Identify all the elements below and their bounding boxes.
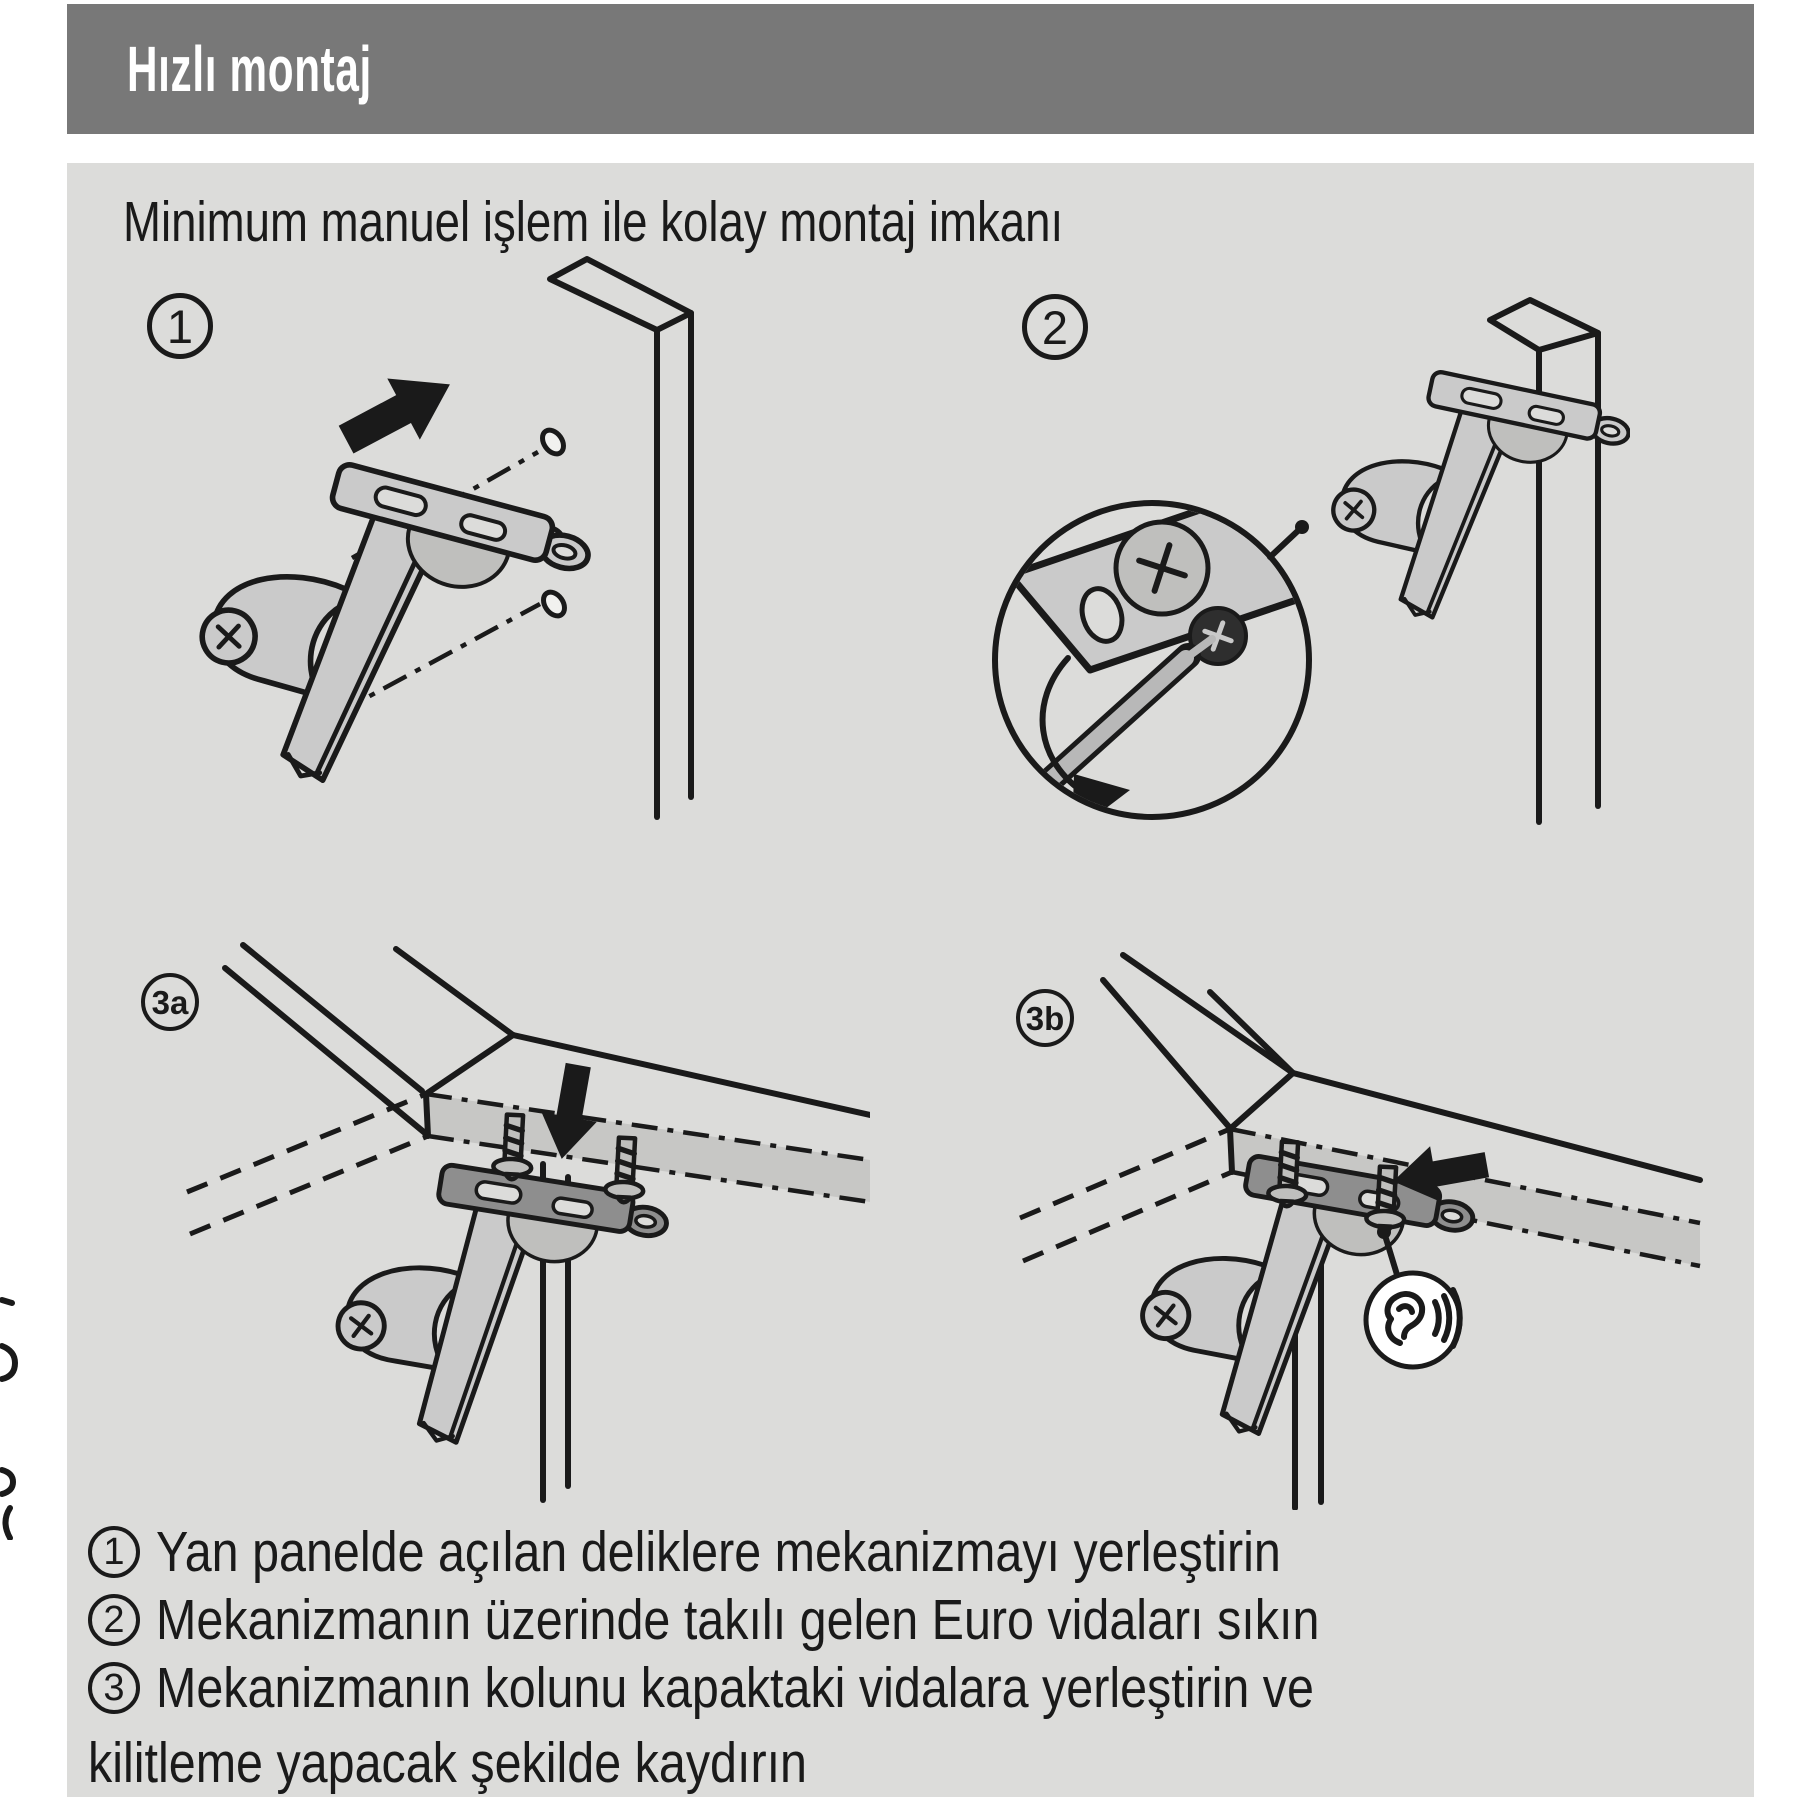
step-label-3b-text: 3b xyxy=(1025,999,1065,1037)
side-panel xyxy=(1490,300,1598,822)
leader-line xyxy=(1270,527,1302,557)
instruction-number-badge-3 xyxy=(88,1662,140,1714)
page-title: Hızlı montaj xyxy=(127,33,372,105)
figure-step3b-slide-to-lock xyxy=(960,930,1706,1510)
instruction-number-2: 2 xyxy=(103,1599,125,1641)
phillips-screw xyxy=(1116,522,1208,614)
instruction-text-3: Mekanizmanın kolunu kapaktaki vidalara yerleştirin ve xyxy=(156,1656,1314,1720)
instruction-item-3 xyxy=(88,1654,1748,1722)
instruction-number-1: 1 xyxy=(103,1531,125,1573)
step-label-2-text: 2 xyxy=(1041,300,1069,354)
intro-text: Minimum manuel işlem ile kolay montaj imkanı xyxy=(123,190,1064,254)
magnifier-circle xyxy=(995,498,1320,834)
instruction-item-2 xyxy=(88,1586,1748,1654)
step-label-3a-text: 3a xyxy=(151,983,189,1021)
hinge-bracket xyxy=(173,439,595,830)
instruction-number-badge-1 xyxy=(88,1526,140,1578)
instruction-number-badge-2 xyxy=(88,1594,140,1646)
hinge-bracket xyxy=(1315,356,1630,651)
figure-step3a-place-on-door-screws xyxy=(140,930,870,1510)
figure-step1-insert-mechanism xyxy=(140,240,760,830)
instruction-text-1: Yan panelde açılan deliklere mekanizmayı yerleştirin xyxy=(156,1520,1281,1584)
instruction-item-1 xyxy=(88,1518,1748,1586)
instruction-number-3: 3 xyxy=(103,1667,125,1709)
step-label-1-text: 1 xyxy=(166,299,194,353)
header-bar xyxy=(67,4,1754,134)
instruction-text-2: Mekanizmanın üzerinde takılı gelen Euro vidaları sıkın xyxy=(156,1588,1320,1652)
figure-step2-tighten-screws xyxy=(990,240,1630,840)
insertion-arrow-icon xyxy=(330,354,466,470)
cabinet-corner xyxy=(225,945,870,1133)
instructions-list xyxy=(88,1518,1748,1796)
instruction-text-continuation: kilitleme yapacak şekilde kaydırın xyxy=(88,1731,807,1795)
clipped-margin-glyphs xyxy=(0,1280,20,1540)
